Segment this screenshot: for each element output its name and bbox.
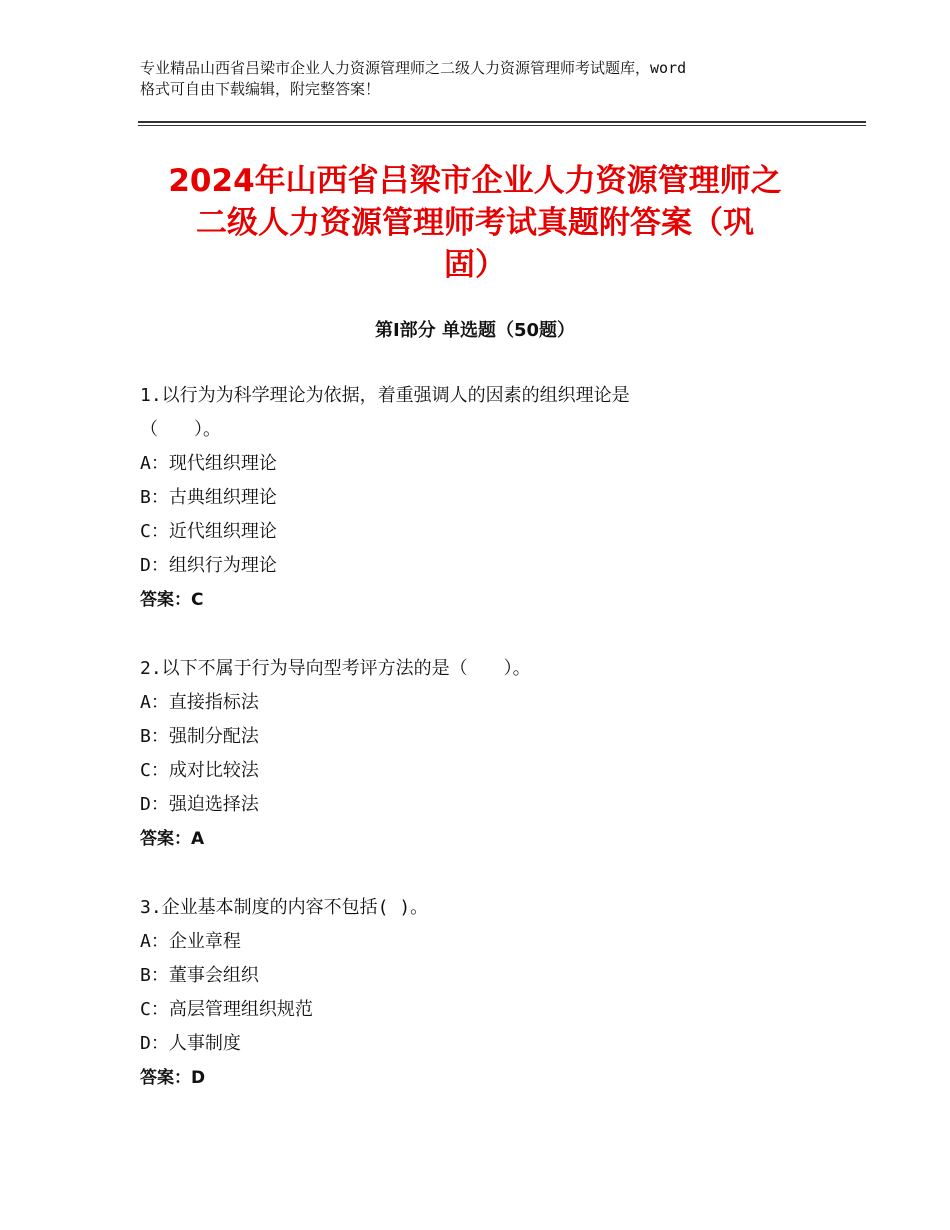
question-3 [140,891,840,1095]
question-stem: 1.以行为为科学理论为依据，着重强调人的因素的组织理论是 [140,385,630,406]
header-rule-thick [138,121,866,123]
question-1 [140,379,840,617]
option-c: C：高层管理组织规范 [140,999,313,1020]
answer: 答案：C [140,590,204,610]
question-2 [140,652,840,856]
option-a: A：直接指标法 [140,692,259,713]
header-rule-thin [138,125,866,126]
title-line3: 固） [444,247,506,283]
answer: 答案：A [140,829,205,849]
option-c: C：成对比较法 [140,760,259,781]
header-note [140,58,840,100]
option-a: A：企业章程 [140,931,241,952]
option-c: C：近代组织理论 [140,521,277,542]
question-stem: 3.企业基本制度的内容不包括( )。 [140,897,429,918]
option-b: B：强制分配法 [140,726,259,747]
question-stem-cont: （ ）。 [140,419,221,440]
header-note-line2: 格式可自由下载编辑，附完整答案！ [140,80,381,98]
option-b: B：董事会组织 [140,965,259,986]
header-note-line1: 专业精品山西省吕梁市企业人力资源管理师之二级人力资源管理师考试题库，word [140,59,687,77]
title-line1: 2024年山西省吕梁市企业人力资源管理师之 [168,163,782,199]
option-a: A：现代组织理论 [140,453,277,474]
title-line2: 二级人力资源管理师考试真题附答案（巩 [196,205,754,241]
option-d: D：强迫选择法 [140,794,259,815]
section-heading: 第Ⅰ部分 单选题（50题） [374,320,575,341]
option-d: D：组织行为理论 [140,555,277,576]
document-title [110,160,840,286]
question-stem: 2.以下不属于行为导向型考评方法的是（ ）。 [140,658,531,679]
option-d: D：人事制度 [140,1033,241,1054]
answer: 答案：D [140,1068,206,1088]
option-b: B：古典组织理论 [140,487,277,508]
